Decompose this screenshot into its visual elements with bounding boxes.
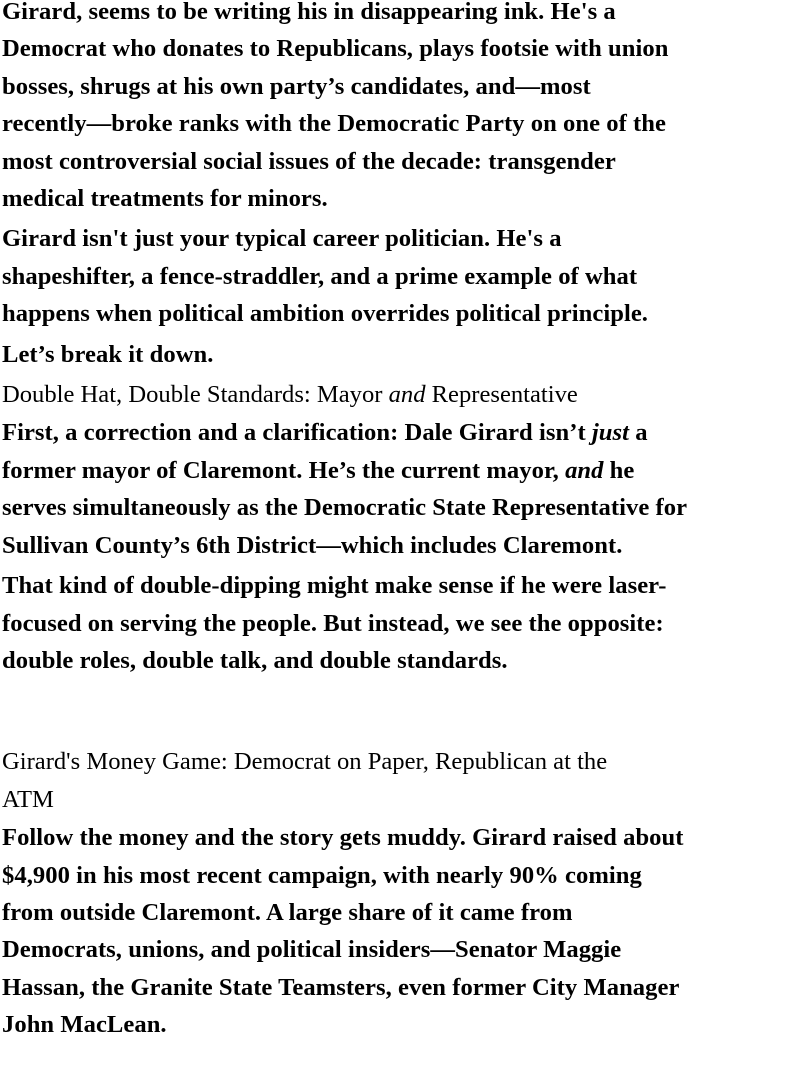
text-emphasis: and [565, 456, 604, 484]
heading-text: Representative [425, 381, 578, 409]
heading-line: ATM [2, 785, 54, 813]
text-segment: a [629, 419, 648, 447]
text-line: medical treatments for minors. [2, 185, 328, 213]
text-line: Let’s break it down. [2, 340, 214, 368]
text-line: John MacLean. [2, 1011, 167, 1039]
text-line: $4,900 in his most recent campaign, with nearly 90% coming [2, 861, 642, 889]
heading-text: Double Hat, Double Standards: Mayor [2, 381, 389, 409]
text-line: from outside Claremont. A large share of it came from [2, 898, 573, 926]
text-line: focused on serving the people. But instead, we see the opposite: [2, 609, 664, 637]
section-heading-money-game [2, 743, 791, 818]
text-line: Girard isn't just your typical career politician. He's a [2, 225, 562, 253]
text-line: Hassan, the Granite State Teamsters, even former City Manager [2, 973, 680, 1001]
text-line: recently—broke ranks with the Democratic Party on one of the [2, 110, 666, 138]
text-line [2, 414, 791, 451]
text-line: shapeshifter, a fence-straddler, and a prime example of what [2, 262, 638, 290]
heading-line: Girard's Money Game: Democrat on Paper, Republican at the [2, 748, 608, 776]
paragraph-break-it-down [2, 336, 791, 373]
paragraph-shapeshifter [2, 220, 791, 332]
paragraph-double-dipping [2, 567, 791, 679]
text-segment: he [603, 456, 635, 484]
heading-line [2, 376, 791, 413]
paragraph-correction [2, 414, 791, 564]
text-line: serves simultaneously as the Democratic State Representative for [2, 494, 688, 522]
text-line: most controversial social issues of the decade: transgender [2, 147, 616, 175]
section-heading-double-hat [2, 376, 791, 413]
text-segment: First, a correction and a clarification: Dale Girard isn’t [2, 419, 592, 447]
text-line: Sullivan County’s 6th District—which includes Claremont. [2, 531, 623, 559]
text-line: Follow the money and the story gets muddy. Girard raised about [2, 824, 684, 852]
paragraph-intro [2, 0, 791, 217]
text-line: double roles, double talk, and double standards. [2, 646, 508, 674]
text-line: Girard, seems to be writing his in disappearing ink. He's a [2, 0, 616, 25]
text-line: Democrats, unions, and political insiders—Senator Maggie [2, 936, 622, 964]
text-line: bosses, shrugs at his own party’s candidates, and—most [2, 72, 591, 100]
text-line: happens when political ambition overrides political principle. [2, 300, 648, 328]
text-line [2, 452, 791, 489]
article-body [2, 0, 791, 1044]
text-line: That kind of double-dipping might make sense if he were laser- [2, 572, 667, 600]
paragraph-follow-the-money [2, 819, 791, 1043]
text-line: Democrat who donates to Republicans, plays footsie with union [2, 35, 669, 63]
heading-emphasis: and [388, 381, 426, 409]
text-segment: former mayor of Claremont. He’s the current mayor, [2, 456, 566, 484]
text-emphasis: just [591, 419, 630, 447]
